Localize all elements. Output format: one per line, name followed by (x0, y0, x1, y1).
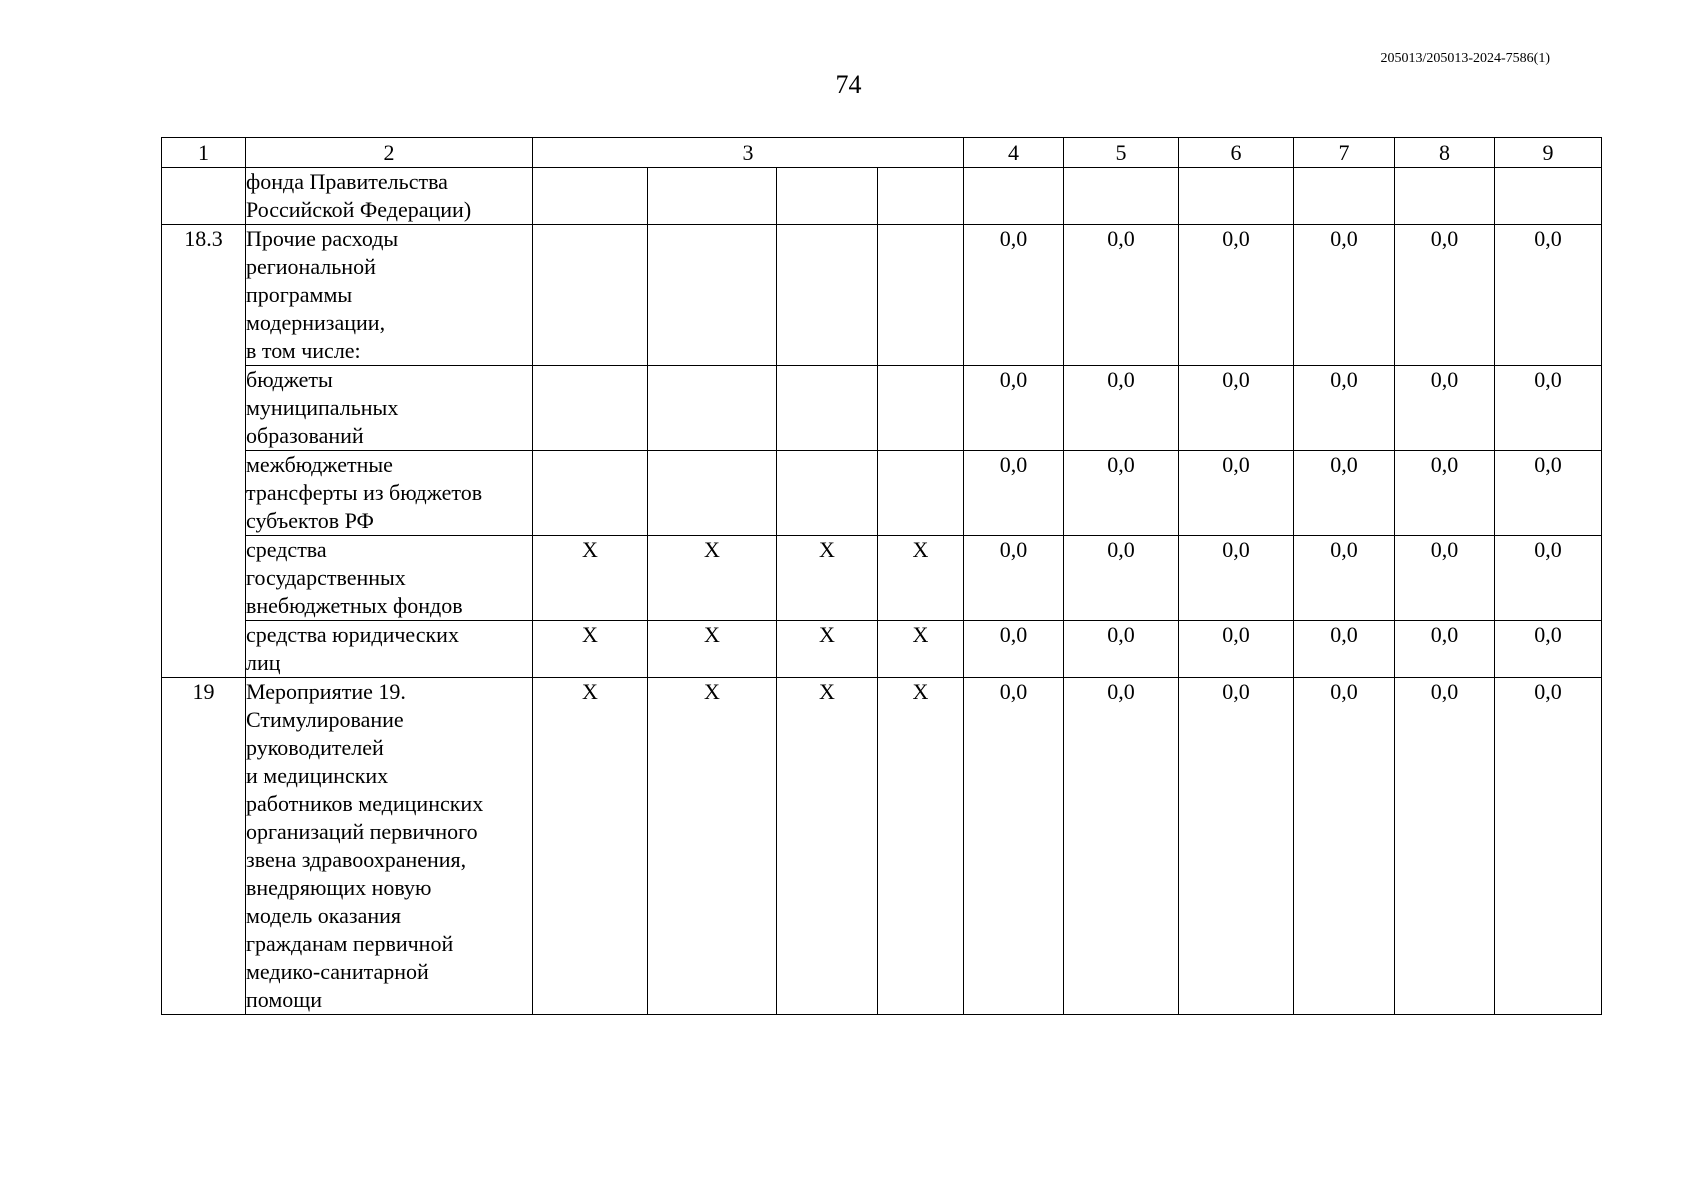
value-cell: 0,0 (1395, 536, 1495, 621)
value-cell: 0,0 (1064, 451, 1179, 536)
row-number-cell: 19 (162, 678, 246, 1015)
description-line: руководителей (246, 735, 384, 760)
mark-cell (648, 168, 777, 225)
column-header-row (162, 138, 1602, 168)
mark-cell: X (533, 536, 648, 621)
value-cell: 0,0 (1064, 366, 1179, 451)
mark-cell: X (648, 536, 777, 621)
description-line: субъектов РФ (246, 508, 374, 533)
column-header: 9 (1495, 138, 1602, 168)
description-line: звена здравоохранения, (246, 847, 467, 872)
column-header: 2 (246, 138, 533, 168)
value-cell: 0,0 (1179, 678, 1294, 1015)
description-cell (246, 621, 533, 678)
table-row (162, 225, 1602, 366)
description-line: внедряющих новую (246, 875, 432, 900)
value-cell: 0,0 (1495, 451, 1602, 536)
description-cell (246, 168, 533, 225)
table-row (162, 168, 1602, 225)
value-cell: 0,0 (964, 225, 1064, 366)
value-cell: 0,0 (1294, 678, 1395, 1015)
description-line: фонда Правительства (246, 169, 448, 194)
value-cell: 0,0 (964, 536, 1064, 621)
column-header: 7 (1294, 138, 1395, 168)
value-cell: 0,0 (1179, 621, 1294, 678)
value-cell: 0,0 (1064, 621, 1179, 678)
mark-cell: X (878, 621, 964, 678)
mark-cell (777, 225, 878, 366)
column-header: 4 (964, 138, 1064, 168)
mark-cell (878, 366, 964, 451)
mark-cell: X (533, 621, 648, 678)
table-row (162, 678, 1602, 1015)
value-cell: 0,0 (1179, 225, 1294, 366)
column-header: 8 (1395, 138, 1495, 168)
value-cell: 0,0 (1495, 678, 1602, 1015)
mark-cell: X (777, 678, 878, 1015)
mark-cell (777, 451, 878, 536)
description-line: и медицинских (246, 763, 389, 788)
description-line: муниципальных (246, 395, 399, 420)
value-cell: 0,0 (1179, 536, 1294, 621)
value-cell: 0,0 (1064, 536, 1179, 621)
value-cell: 0,0 (1179, 451, 1294, 536)
value-cell: 0,0 (1395, 225, 1495, 366)
table-row (162, 621, 1602, 678)
description-line: работников медицинских (246, 791, 484, 816)
description-line: бюджеты (246, 367, 333, 392)
value-cell: 0,0 (1495, 536, 1602, 621)
value-cell (1179, 168, 1294, 225)
row-number-cell (162, 168, 246, 225)
mark-cell (533, 366, 648, 451)
mark-cell (533, 168, 648, 225)
value-cell (1064, 168, 1179, 225)
value-cell: 0,0 (1395, 678, 1495, 1015)
value-cell (1395, 168, 1495, 225)
description-line: межбюджетные (246, 452, 393, 477)
mark-cell: X (533, 678, 648, 1015)
description-line: лиц (246, 650, 281, 675)
value-cell: 0,0 (1495, 225, 1602, 366)
value-cell (964, 168, 1064, 225)
value-cell: 0,0 (1495, 621, 1602, 678)
value-cell: 0,0 (1294, 621, 1395, 678)
column-header: 5 (1064, 138, 1179, 168)
value-cell: 0,0 (1294, 225, 1395, 366)
mark-cell (777, 168, 878, 225)
description-line: модель оказания (246, 903, 401, 928)
description-line: гражданам первичной (246, 931, 454, 956)
table-row (162, 451, 1602, 536)
value-cell: 0,0 (1395, 451, 1495, 536)
value-cell: 0,0 (1294, 451, 1395, 536)
description-line: Стимулирование (246, 707, 404, 732)
value-cell: 0,0 (964, 678, 1064, 1015)
mark-cell (533, 451, 648, 536)
description-cell (246, 536, 533, 621)
mark-cell (533, 225, 648, 366)
row-number-cell: 18.3 (162, 225, 246, 678)
value-cell: 0,0 (1395, 366, 1495, 451)
mark-cell (878, 168, 964, 225)
mark-cell: X (777, 621, 878, 678)
value-cell: 0,0 (1395, 621, 1495, 678)
description-line: модернизации, (246, 310, 386, 335)
table-row (162, 536, 1602, 621)
description-line: региональной (246, 254, 376, 279)
value-cell: 0,0 (1064, 225, 1179, 366)
value-cell (1294, 168, 1395, 225)
description-line: государственных (246, 565, 406, 590)
description-line: средства (246, 537, 327, 562)
description-line: средства юридических (246, 622, 459, 647)
mark-cell: X (878, 536, 964, 621)
mark-cell (648, 451, 777, 536)
column-header: 1 (162, 138, 246, 168)
mark-cell: X (878, 678, 964, 1015)
description-line: трансферты из бюджетов (246, 480, 483, 505)
budget-table (161, 137, 1602, 1015)
document-id: 205013/205013-2024-7586(1) (1380, 51, 1550, 66)
description-cell (246, 366, 533, 451)
mark-cell (648, 225, 777, 366)
value-cell (1495, 168, 1602, 225)
description-cell (246, 678, 533, 1015)
description-line: Российской Федерации) (246, 197, 472, 222)
column-header: 6 (1179, 138, 1294, 168)
mark-cell (648, 366, 777, 451)
table-row (162, 366, 1602, 451)
value-cell: 0,0 (1064, 678, 1179, 1015)
description-line: помощи (246, 987, 322, 1012)
mark-cell: X (777, 536, 878, 621)
description-line: Мероприятие 19. (246, 679, 406, 704)
page-number: 74 (835, 70, 862, 99)
description-line: в том числе: (246, 338, 361, 363)
mark-cell (878, 225, 964, 366)
description-line: программы (246, 282, 353, 307)
value-cell: 0,0 (1179, 366, 1294, 451)
description-cell (246, 225, 533, 366)
mark-cell: X (648, 678, 777, 1015)
value-cell: 0,0 (1294, 366, 1395, 451)
description-line: организаций первичного (246, 819, 478, 844)
description-line: внебюджетных фондов (246, 593, 463, 618)
value-cell: 0,0 (1495, 366, 1602, 451)
value-cell: 0,0 (964, 451, 1064, 536)
column-header: 3 (533, 138, 964, 168)
mark-cell: X (648, 621, 777, 678)
value-cell: 0,0 (964, 621, 1064, 678)
description-line: Прочие расходы (246, 226, 399, 251)
description-cell (246, 451, 533, 536)
mark-cell (777, 366, 878, 451)
description-line: медико-санитарной (246, 959, 429, 984)
value-cell: 0,0 (1294, 536, 1395, 621)
value-cell: 0,0 (964, 366, 1064, 451)
mark-cell (878, 451, 964, 536)
description-line: образований (246, 423, 364, 448)
